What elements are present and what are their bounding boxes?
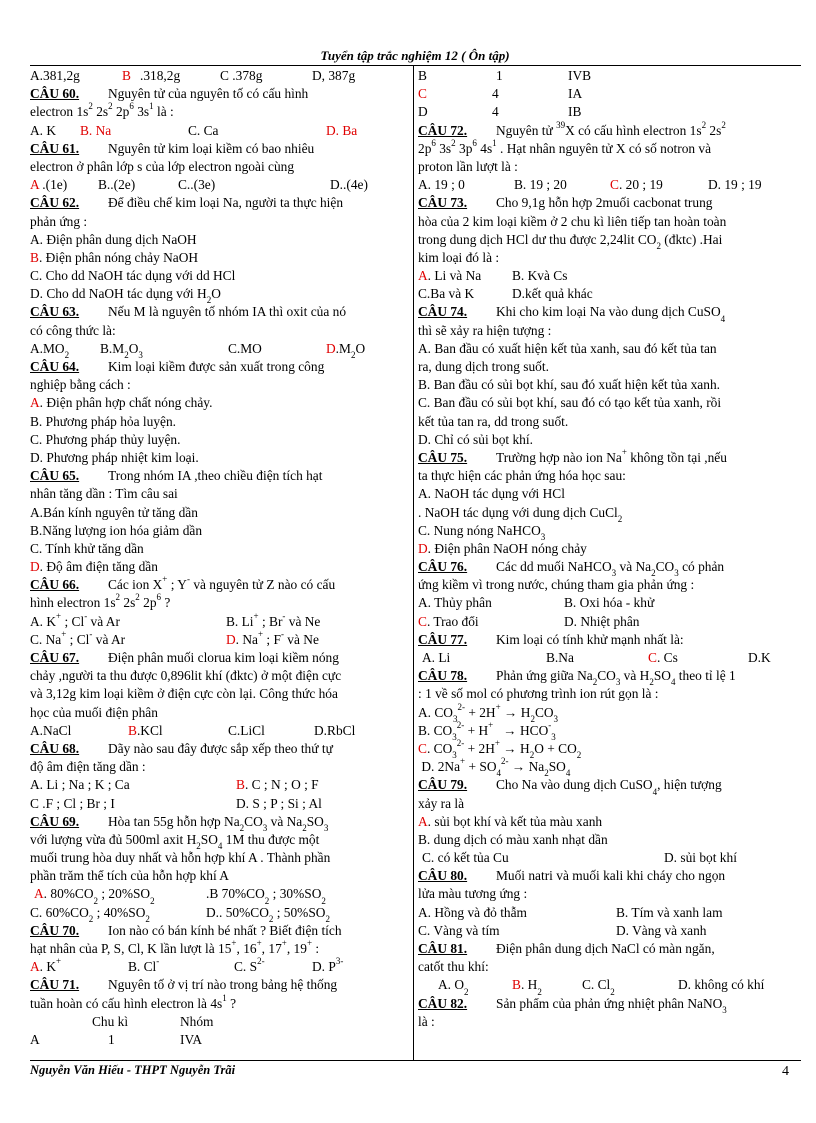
q63-options: $A.MO_2$ $B.M_2O_3$ C.MO $D.M_2O$ <box>30 340 366 361</box>
question-75: CÂU 75. Trường hợp nào ion Na+ không tồn tại ,nếu <box>418 446 727 465</box>
column-divider <box>413 65 414 1060</box>
question-79: CÂU 79. Cho Na vào dung dịch CuSO$_4$, hiện tượng <box>418 777 722 797</box>
page-number: 4 <box>782 1064 789 1079</box>
q60-options: A. K B. Na C. Ca D. Ba <box>30 122 358 138</box>
question-81: CÂU 81. Điện phân dung dịch NaCl có màn ngăn, <box>418 941 715 956</box>
right-column: B 1 IVB C 4 IA D 4 IB CÂU 72. Nguyên tử $^{39}$X có cấu hình electron $1s^2$ $2s^2$ $2p^6$ $3s^2$ $3p^6$ $4s^1$ . Hạt nhân nguyên tử X có số notron và proton lần lượt là : A. 19 ; 0 B. 19 ; 20 C. 20 ; 19 D. 19 ; 19 CÂU 73. Cho 9,1g hỗn hợp 2muối cacbonat trung hòa của 2 kim loại kiềm ở 2 chu kì liên tiếp tan hoàn toàn trong dung dịch HCl dư thu được 2,24lit $CO_2$ (đktc) .Hai kim loại đó là : A. Li và Na B. Kvà Cs C.Ba và K D.kết quả khác CÂU 74. Khi cho kim loại Na vào dung dịch CuSO$_4$ thì sẽ xảy ra hiện tượng : A. Ban đầu có xuất hiện kết tủa xanh, sau đó kết tủa tan ra, dung dịch trong suốt. B. Ban đầu có sủi bọt khí, sau đó xuất hiện kết tủa xanh. C. Ban đầu có sủi bọt khí, sau đó có tạo kết tủa xanh, rồi kết tủa tan ra, dd trong suốt. D. Chỉ có sủi bọt khí. CÂU 75. Trường hợp nào ion Na+ không tồn tại ,nếu ta thực hiện các phản ứng hóa học sau: A. NaOH tác dụng với HCl . NaOH tác dụng với dung dịch CuCl$_2$ C. Nung nóng NaHCO$_3$ D. Điện phân NaOH nóng chảy CÂU 76. Các dd muối NaHCO$_3$ và $Na_2CO_3$ có phản ứng kiềm vì trong nước, chúng tham gia phản ứng : A. Thủy phân B. Oxi hóa - khử C. Trao đổi D. Nhiệt phân CÂU 77. Kim loại có tính khử mạnh nhất là: A. Li B.Na C. Cs D.K CÂU 78. Phản ứng giữa $Na_2CO_3$ và $H_2SO_4$ theo tỉ lệ 1 : 1 về số mol có phương trình ion rút gọn là : A. $CO_3^{2-} + 2H^+ \to H_2CO_3$ B. $CO_3^{2-} + H^+ \to HCO^-_3$ C. $CO_3^{2-} + 2H^+ \to H_2O + CO_2$ D. $2Na^+ + SO_4^{2-} \to Na_2SO_4$ CÂU 79. Cho Na vào dung dịch CuSO$_4$, hiện tượng xảy ra là A. sủi bọt khí và kết tủa màu xanh B. dung dịch có màu xanh nhạt dần C. có kết tủa Cu D. sủi bọt khí CÂU 80. Muối natri và muối kali khi cháy cho ngọn lửa màu tương ứng : A. Hồng và đỏ thẫm B. Tím và xanh lam C. Vàng và tím D. Vàng và xanh CÂU 81. Điện phân dung dịch NaCl có màn ngăn, catốt thu khí: A. $O_2$ B. $H_2$ C. $Cl_2$ D. không có khí CÂU 82. Sản phẩm của phản ứng nhiệt phân NaNO$_3$ là : <box>418 67 800 1031</box>
footer-author: Nguyễn Văn Hiếu - THPT Nguyễn Trãi <box>30 1063 236 1077</box>
question-66: CÂU 66. Các ion X+ ; Y- và nguyên tử Z nào có cấu <box>30 574 336 593</box>
question-80: CÂU 80. Muối natri và muối kali khi cháy cho ngọn <box>418 868 726 884</box>
question-60: CÂU 60. Nguyên tử của nguyên tố có cấu hình <box>30 86 309 102</box>
question-78: CÂU 78. Phản ứng giữa $Na_2CO_3$ và $H_2SO_4$ theo tỉ lệ 1 <box>418 668 736 688</box>
question-74: CÂU 74. Khi cho kim loại Na vào dung dịch CuSO$_4$ <box>418 304 726 324</box>
question-69: CÂU 69. Hòa tan 55g hỗn hợp $Na_2CO_3$ và $Na_2SO_3$ <box>30 813 329 833</box>
question-82: CÂU 82. Sản phẩm của phản ứng nhiệt phân NaNO$_3$ <box>418 995 727 1015</box>
question-77: CÂU 77. Kim loại có tính khử mạnh nhất là: <box>418 631 684 647</box>
question-70: CÂU 70. Ion nào có bán kính bé nhất ? Biết điện tích <box>30 922 342 938</box>
question-68: CÂU 68. Dãy nào sau đây được sắp xếp theo thứ tự <box>30 740 333 756</box>
question-63: CÂU 63. Nếu M là nguyên tố nhóm IA thì oxit của nó <box>30 304 347 320</box>
question-67: CÂU 67. Điện phân muối clorua kim loại kiềm nóng <box>30 650 339 665</box>
footer-rule <box>30 1060 801 1061</box>
question-64: CÂU 64. Kim loại kiềm được sản xuất trong công <box>30 359 325 374</box>
question-65: CÂU 65. Trong nhóm IA ,theo chiều điện tích hạt <box>30 468 323 484</box>
answer-line: A.381,2g B .318,2g C .378g D, 387g <box>30 68 356 83</box>
question-61: CÂU 61. Nguyên tử kim loại kiềm có bao nhiêu <box>30 140 315 156</box>
q61-options: A .(1e) B..(2e) C..(3e) D..(4e) <box>30 177 368 193</box>
question-71: CÂU 71. Nguyên tố ở vị trí nào trong bảng hệ thống <box>30 977 338 993</box>
left-column: A.381,2g B .318,2g C .378g D, 387g CÂU 60. Nguyên tử của nguyên tố có cấu hình electron $1s^2$ $2s^2$ $2p^6$ $3s^1$ là : A. K B. Na C. Ca D. Ba CÂU 61. Nguyên tử kim loại kiềm có bao nhiêu electron ở phân lớp s của lớp electron ngoài cùng A .(1e) B..(2e) C..(3e) D..(4e) CÂU 62. Để điều chế kim loại Na, người ta thực hiện phản ứng : A. Điện phân dung dịch NaOH B. Điện phân nóng chảy NaOH C. Cho dd NaOH tác dụng với dd HCl D. Cho dd NaOH tác dụng với $H_2O$ CÂU 63. Nếu M là nguyên tố nhóm IA thì oxit của nó có công thức là: $A.MO_2$ $B.M_2O_3$ C.MO $D.M_2O$ CÂU 64. Kim loại kiềm được sản xuất trong công nghiệp bằng cách : A. Điện phân hợp chất nóng chảy. B. Phương pháp hỏa luyện. C. Phương pháp thủy luyện. D. Phương pháp nhiệt kim loại. CÂU 65. Trong nhóm IA ,theo chiều điện tích hạt nhân tăng dần : Tìm câu sai A.Bán kính nguyên tử tăng dần B.Năng lượng ion hóa giảm dần C. Tính khử tăng dần D. Độ âm điện tăng dần CÂU 66. Các ion X+ ; Y- và nguyên tử Z nào có cấu hình electron $1s^2$ $2s^2$ $2p^6$ ? A. K+ ; Cl- và Ar B. Li+ ; Br- và Ne C. Na+ ; Cl- và Ar D. Na+ ; F- và Ne CÂU 67. Điện phân muối clorua kim loại kiềm nóng chảy ,người ta thu được 0,896lit khí (đktc) ở một điện cực và 3,12g kim loại kiềm ở điện cực còn lại. Công thức hóa học của muối điện phân A.NaCl B.KCl C.LiCl D.RbCl CÂU 68. Dãy nào sau đây được sắp xếp theo thứ tự độ âm điện tăng dần : A. Li ; Na ; K ; Ca B. C ; N ; O ; F C .F ; Cl ; Br ; I D. S ; P ; Si ; Al CÂU 69. Hòa tan 55g hỗn hợp $Na_2CO_3$ và $Na_2SO_3$ với lượng vừa đủ 500ml axit $H_2SO_4$ 1M thu được một muối trung hòa duy nhất và hỗn hợp khí A . Thành phần phần trăm thể tích của hỗn hợp khí A A. $80\%CO_2$ ; $20\%SO_2$ .B $70\%CO_2$ ; $30\%SO_2$ C. $60\%CO_2$ ; $40\%SO_2$ D.. $50\%CO_2$ ; $50\%SO_2$ CÂU 70. Ion nào có bán kính bé nhất ? Biết điện tích hạt nhân của P, S, Cl, K lần lượt là 15+, 16+, 17+, 19+ : A. K+ B. Cl- C. $S^{2-}$ D. $P^{3-}$ CÂU 71. Nguyên tố ở vị trí nào trong bảng hệ thống tuần hoàn có cấu hình electron là $4s^1$ ? Chu kì Nhóm A 1 IVA <box>30 67 410 1049</box>
question-72: CÂU 72. Nguyên tử $^{39}$X có cấu hình electron $1s^2$ $2s^2$ <box>418 119 726 138</box>
question-76: CÂU 76. Các dd muối NaHCO$_3$ và $Na_2CO_3$ có phản <box>418 559 725 579</box>
question-73: CÂU 73. Cho 9,1g hỗn hợp 2muối cacbonat trung <box>418 195 713 211</box>
question-62: CÂU 62. Để điều chế kim loại Na, người ta thực hiện <box>30 195 344 211</box>
header-rule <box>30 65 801 66</box>
page-header-title: Tuyển tập trắc nghiệm 12 ( Ôn tập) <box>320 48 510 63</box>
